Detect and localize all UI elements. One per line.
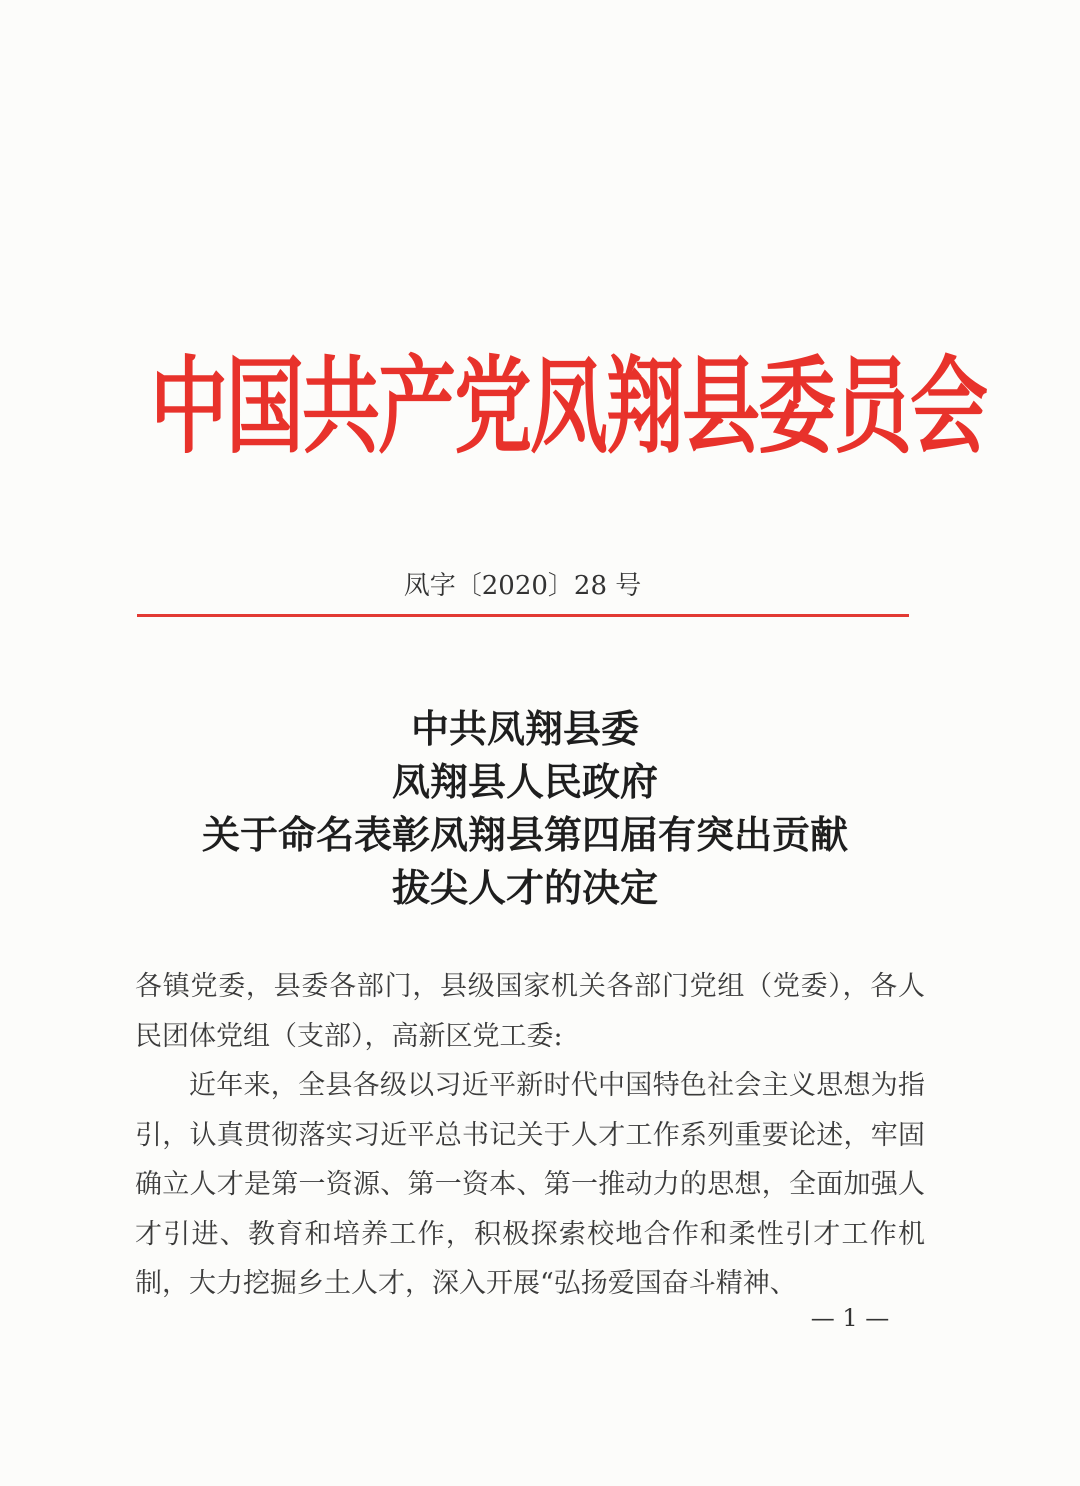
red-masthead: 中国共产党凤翔县委员会 — [150, 347, 987, 469]
document-title — [0, 702, 1050, 914]
title-line-3: 关于命名表彰凤翔县第四届有突出贡献 — [201, 812, 848, 857]
document-number: 凤字〔2020〕28 号 — [403, 571, 642, 601]
document-body — [135, 962, 925, 1309]
title-line-2: 凤翔县人民政府 — [391, 759, 658, 804]
page-number: — 1 — — [810, 1304, 890, 1332]
title-line-4: 拔尖人才的决定 — [391, 865, 658, 910]
red-divider-line — [137, 614, 909, 617]
salutation: 各镇党委，县委各部门，县级国家机关各部门党组（党委），各人民团体党组（支部），高新区党工委: — [135, 971, 925, 1052]
title-line-1: 中共凤翔县委 — [410, 706, 639, 751]
body-paragraph: 近年来，全县各级以习近平新时代中国特色社会主义思想为指引，认真贯彻落实习近平总书记关于人才工作系列重要论述，牢固确立人才是第一资源、第一资本、第一推动力的思想，全面加强人才引进、教育和培养工作，积极探索校地合作和柔性引才工作机制，大力挖掘乡土人才，深入开展“弘扬爱国奋斗精神、 — [135, 1070, 925, 1299]
